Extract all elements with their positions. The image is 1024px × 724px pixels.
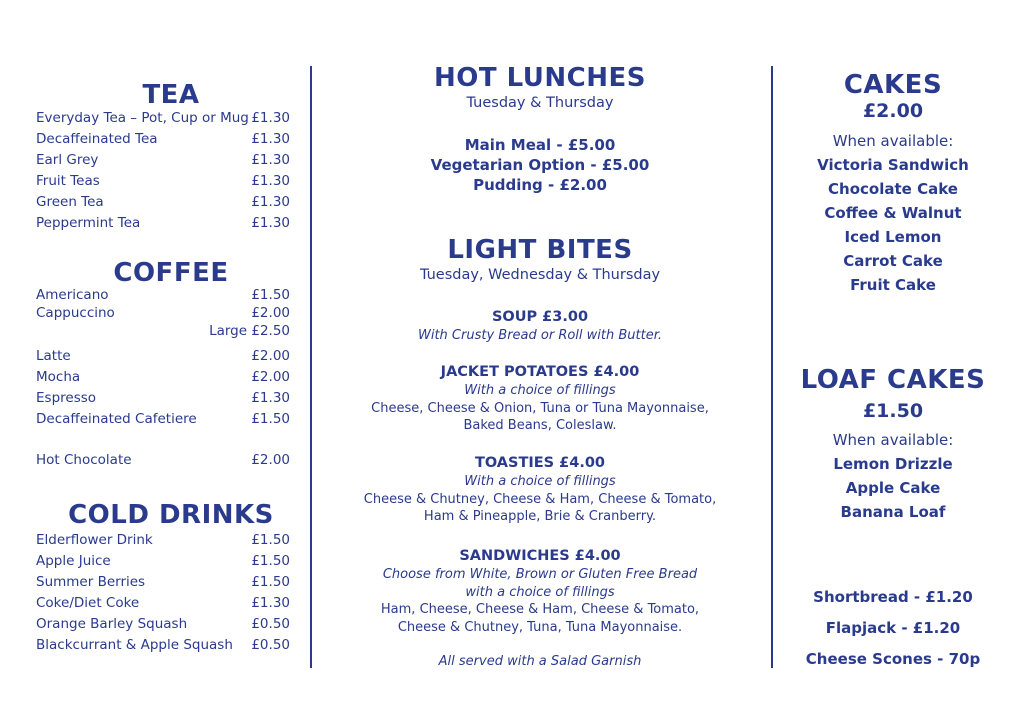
loaf-item: Apple Cake [845,479,941,497]
loaf-item: Banana Loaf [840,503,946,521]
item-name: Fruit Teas [36,173,100,189]
item-name: Apple Juice [36,553,111,569]
soup-heading: SOUP £3.00 [491,309,589,325]
item-price: £2.00 [251,348,290,364]
cake-item: Fruit Cake [850,276,936,294]
loaf-item: Lemon Drizzle [833,455,953,473]
coffee-list [36,286,290,430]
sandwiches-line: Ham, Cheese, Cheese & Ham, Cheese & Tomato, [380,602,700,617]
sandwiches-desc: with a choice of fillings [465,584,615,600]
item-price: £1.50 [251,553,290,569]
cakes-price: £2.00 [862,100,924,122]
toasties-heading: TOASTIES £4.00 [474,455,606,471]
sandwiches-line: Cheese & Chutney, Tuna, Tuna Mayonnaise. [397,619,683,635]
hot-lunches-days: Tuesday & Thursday [466,95,614,111]
cakes-note: When available: [832,132,954,150]
menu-item [36,150,290,171]
item-price: £1.30 [251,595,290,611]
cakes-list [790,153,996,297]
jacket-section [330,362,750,435]
item-name: Decaffeinated Cafetiere [36,411,197,427]
menu-item [36,171,290,192]
item-price: £0.50 [251,637,290,653]
lunch-item: Main Meal - £5.00 [464,136,616,154]
item-name: Blackcurrant & Apple Squash [36,637,233,653]
tea-title: TEA [142,80,200,110]
toasties-line: Cheese & Chutney, Cheese & Ham, Cheese & Tomato, [363,491,717,507]
menu-item [36,450,290,471]
item-price: £2.00 [251,452,290,468]
loaf-cakes-title: LOAF CAKES [800,365,986,395]
item-price: £1.30 [251,152,290,168]
sandwiches-section [330,546,750,636]
item-name: Hot Chocolate [36,452,132,468]
light-bites-title: LIGHT BITES [447,235,633,265]
menu-item [36,129,290,150]
jacket-line: Cheese, Cheese & Onion, Tuna or Tuna Mayonnaise, [371,400,709,416]
soup-section [330,307,750,345]
jacket-heading: JACKET POTATOES £4.00 [440,364,640,380]
hot-lunches-list [330,135,750,195]
item-price: £1.50 [251,287,290,303]
extras-list [790,582,996,675]
menu-item [36,551,290,572]
sandwiches-heading: SANDWICHES £4.00 [459,548,621,564]
menu-item [36,409,290,430]
loaf-cakes-list [790,452,996,524]
menu-item [36,286,290,304]
menu-item [36,213,290,234]
item-name: Latte [36,348,71,364]
item-name: Orange Barley Squash [36,616,188,632]
item-price-large: Large £2.50 [209,323,290,339]
menu-item [36,367,290,388]
menu-item [36,635,290,656]
jacket-line: Baked Beans, Coleslaw. [463,418,617,433]
menu-item [36,593,290,614]
item-name: Mocha [36,369,81,385]
cakes-title: CAKES [843,70,943,100]
item-price: £0.50 [251,616,290,632]
item-name: Everyday Tea – Pot, Cup or Mug [36,110,249,126]
menu-item [36,614,290,635]
menu-item [36,346,290,367]
loaf-cakes-price: £1.50 [862,400,924,422]
item-price: £2.00 [251,305,290,321]
sandwiches-desc: Choose from White, Brown or Gluten Free Bread [382,567,698,582]
jacket-desc: With a choice of fillings [464,383,616,398]
item-name: Coke/Diet Coke [36,595,140,611]
tea-list [36,108,290,234]
item-name: Green Tea [36,194,104,210]
item-name: Cappuccino [36,305,115,321]
light-bites-footer: All served with a Salad Garnish [438,654,642,669]
item-name: Summer Berries [36,574,146,590]
column-divider [771,66,773,668]
lunch-item: Pudding - £2.00 [473,176,607,194]
coffee-title: COFFEE [113,258,229,288]
cold-drinks-title: COLD DRINKS [68,500,274,530]
item-name: Decaffeinated Tea [36,131,158,147]
cake-item: Carrot Cake [843,252,943,270]
hot-lunches-title: HOT LUNCHES [434,63,646,93]
item-price: £1.30 [251,215,290,231]
cake-item: Iced Lemon [844,228,942,246]
menu-item [36,304,290,322]
item-price: £1.50 [251,411,290,427]
item-name: Peppermint Tea [36,215,141,231]
item-price: £1.50 [251,574,290,590]
cake-item: Victoria Sandwich [817,156,969,174]
item-name: Elderflower Drink [36,532,153,548]
menu-item [36,322,290,346]
cold-drinks-list [36,530,290,656]
loaf-cakes-note: When available: [832,431,954,449]
cake-item: Coffee & Walnut [824,204,962,222]
item-price: £1.30 [251,110,290,126]
item-name: Espresso [36,390,97,406]
item-name: Americano [36,287,109,303]
toasties-line: Ham & Pineapple, Brie & Cranberry. [423,509,657,524]
soup-desc: With Crusty Bread or Roll with Butter. [417,328,663,343]
menu-item [36,192,290,213]
item-price: £1.30 [251,194,290,210]
item-price: £2.00 [251,369,290,385]
item-price: £1.50 [251,532,290,548]
item-price: £1.30 [251,390,290,406]
extra-item: Cheese Scones - 70p [805,650,981,668]
extra-item: Flapjack - £1.20 [825,619,961,637]
lunch-item: Vegetarian Option - £5.00 [430,156,650,174]
toasties-section [330,453,750,526]
light-bites-days: Tuesday, Wednesday & Thursday [419,267,661,283]
toasties-desc: With a choice of fillings [464,474,616,489]
item-price: £1.30 [251,131,290,147]
item-name: Earl Grey [36,152,99,168]
menu-item [36,388,290,409]
menu-item [36,108,290,129]
cake-item: Chocolate Cake [828,180,958,198]
item-price: £1.30 [251,173,290,189]
column-divider [310,66,312,668]
menu-item [36,530,290,551]
extra-item: Shortbread - £1.20 [813,588,973,606]
menu-item [36,572,290,593]
